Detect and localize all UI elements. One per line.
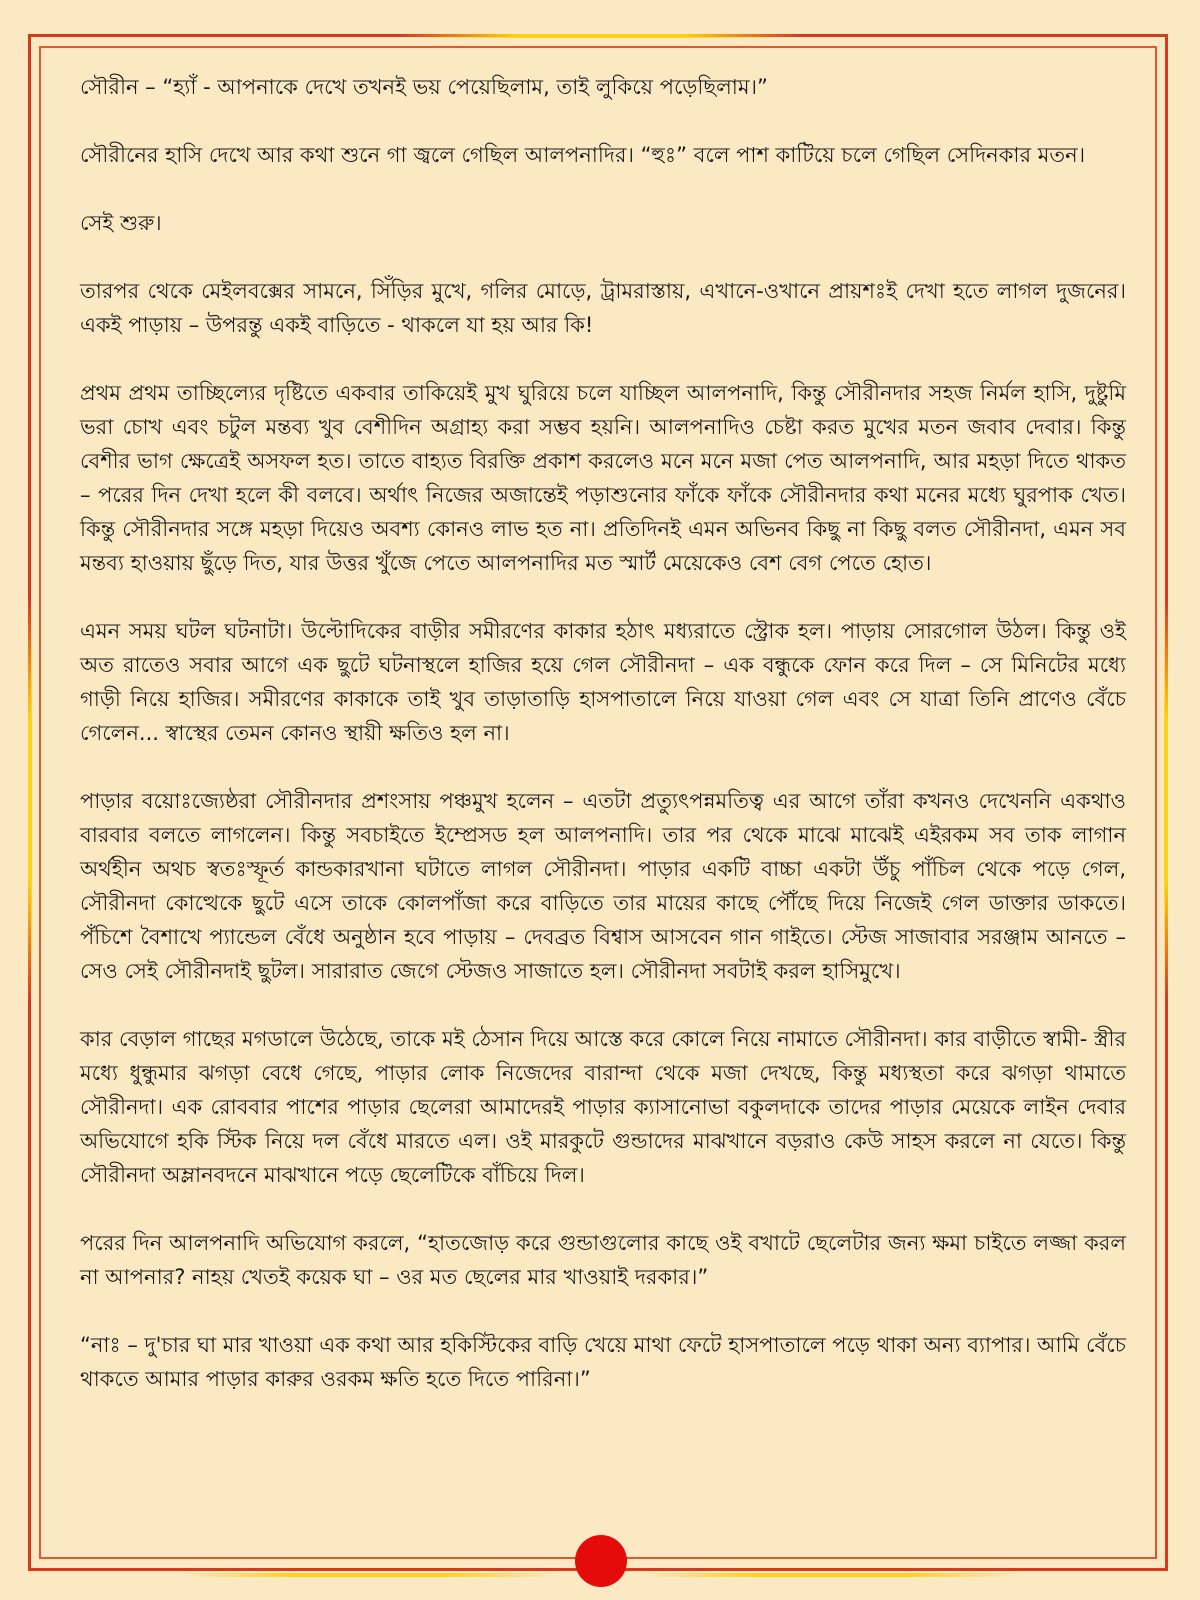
paragraph: এমন সময় ঘটল ঘটনাটা। উল্টোদিকের বাড়ীর সমীরণের কাকার হঠাৎ মধ্যরাতে স্ট্রোক হল। পাড়ায় সোরগোল উঠল। কিন্তু ওই অত রাতেও সবার আগে এক ছুটে ঘটনাস্থলে হাজির হয়ে গেল সৌরীনদা – এক বন্ধুকে ফোন করে দিল – সে মিনিটের মধ্যে গাড়ী নিয়ে হাজির। সমীরণের কাকাকে তাই খুব তাড়াতাড়ি হাসপাতালে নিয়ে যাওয়া গেল এবং সে যাত্রা তিনি প্রাণেও বেঁচে গেলেন... স্বাস্থের তেমন কোনও স্থায়ী ক্ষতিও হল না। — [80, 619, 1126, 745]
gold-accent-bottom-left — [180, 1573, 560, 1577]
gold-accent-right — [1164, 600, 1168, 1000]
story-body — [80, 70, 1126, 1430]
gold-accent-bottom-right — [640, 1573, 1020, 1577]
gold-accent-top — [400, 34, 800, 38]
paragraph: প্রথম প্রথম তাচ্ছিল্যের দৃষ্টিতে একবার তাকিয়েই মুখ ঘুরিয়ে চলে যাচ্ছিল আলপনাদি, কিন্তু সৌরীনদার সহজ নির্মল হাসি, দুষ্টুমি ভরা চোখ এবং চটুল মন্তব্য খুব বেশীদিন অগ্রাহ্য করা সম্ভব হয়নি। আলপনাদিও চেষ্টা করত মুখের মতন জবাব দেবার। কিন্তু বেশীর ভাগ ক্ষেত্রেই অসফল হত। তাতে বাহ্যত বিরক্তি প্রকাশ করলেও মনে মনে মজা পেত আলপনাদি, আর মহড়া দিতে থাকত – পরের দিন দেখা হলে কী বলবে। অর্থাৎ নিজের অজান্তেই পড়াশুনোর ফাঁকে ফাঁকে সৌরীনদার কথা মনের মধ্যে ঘুরপাক খেত। কিন্তু সৌরীনদার সঙ্গে মহড়া দিয়েও অবশ্য কোনও লাভ হত না। প্রতিদিনই এমন অভিনব কিছু না কিছু বলত সৌরীনদা, এমন সব মন্তব্য হাওয়ায় ছুঁড়ে দিত, যার উত্তর খুঁজে পেতে আলপনাদির মত স্মার্ট মেয়েকেও বেশ বেগ পেতে হোত। — [80, 381, 1126, 575]
paragraph: তারপর থেকে মেইলবক্সের সামনে, সিঁড়ির মুখে, গলির মোড়ে, ট্রামরাস্তায়, এখানে-ওখানে প্রায়শঃই দেখা হতে লাগল দুজনের। একই পাড়ায় – উপরন্তু একই বাড়িতে - থাকলে যা হয় আর কি! — [80, 279, 1126, 337]
page-ornament-dot — [575, 1535, 627, 1587]
paragraph: কার বেড়াল গাছের মগডালে উঠেছে, তাকে মই ঠেসান দিয়ে আস্তে করে কোলে নিয়ে নামাতে সৌরীনদা। কার বাড়ীতে স্বামী- স্ত্রীর মধ্যে ধুন্ধুমার ঝগড়া বেধে গেছে, পাড়ার লোক নিজেদের বারান্দা থেকে মজা দেখছে, কিন্তু মধ্যস্থতা করে ঝগড়া থামাতে সৌরীনদা। এক রোববার পাশের পাড়ার ছেলেরা আমাদেরই পাড়ার ক্যাসানোভা বকুলদাকে তাদের পাড়ার মেয়েকে লাইন দেবার অভিযোগে হকি স্টিক নিয়ে দল বেঁধে মারতে এল। ওই মারকুটে গুন্ডাদের মাঝখানে বড়রাও কেউ সাহস করলে না যেতে। কিন্তু সৌরীনদা অম্লানবদনে মাঝখানে পড়ে ছেলেটিকে বাঁচিয়ে দিল। — [80, 1027, 1126, 1187]
paragraph: সৌরীন – “হ্যাঁ - আপনাকে দেখে তখনই ভয় পেয়েছিলাম, তাই লুকিয়ে পড়েছিলাম।” — [80, 75, 768, 99]
paragraph: সৌরীনের হাসি দেখে আর কথা শুনে গা জ্বলে গেছিল আলপনাদির। “হুঃ” বলে পাশ কাটিয়ে চলে গেছিল সেদিনকার মতন। — [80, 143, 1086, 167]
paragraph: সেই শুরু। — [80, 211, 162, 235]
gold-accent-left — [28, 600, 32, 1000]
paragraph: “নাঃ – দু'চার ঘা মার খাওয়া এক কথা আর হকিস্টিকের বাড়ি খেয়ে মাথা ফেটে হাসপাতালে পড়ে থাকা অন্য ব্যাপার। আমি বেঁচে থাকতে আমার পাড়ার কারুর ওরকম ক্ষতি হতে দিতে পারিনা।” — [80, 1333, 1126, 1391]
paragraph: পাড়ার বয়োঃজ্যেষ্ঠরা সৌরীনদার প্রশংসায় পঞ্চমুখ হলেন – এতটা প্রত্যুৎপন্নমতিত্ব এর আগে তাঁরা কখনও দেখেননি একথাও বারবার বলতে লাগলেন। কিন্তু সবচাইতে ইম্প্রেসড হল আলপনাদি। তার পর থেকে মাঝে মাঝেই এইরকম সব তাক লাগান অর্থহীন অথচ স্বতঃস্ফূর্ত কান্ডকারখানা ঘটাতে লাগল সৌরীনদা। পাড়ার একটি বাচ্চা একটা উঁচু পাঁচিল থেকে পড়ে গেল, সৌরীনদা কোত্থেকে ছুটে এসে তাকে কোলপাঁজা করে বাড়িতে তার মায়ের কাছে পৌঁছে দিয়ে নিজেই গেল ডাক্তার ডাকতে। পঁচিশে বৈশাখে প্যান্ডেল বেঁধে অনুষ্ঠান হবে পাড়ায় – দেবব্রত বিশ্বাস আসবেন গান গাইতে। স্টেজ সাজাবার সরঞ্জাম আনতে – সেও সেই সৌরীনদাই ছুটল। সারারাত জেগে স্টেজও সাজাতে হল। সৌরীনদা সবটাই করল হাসিমুখে। — [80, 789, 1126, 983]
paragraph: পরের দিন আলপনাদি অভিযোগ করলে, “হাতজোড় করে গুন্ডাগুলোর কাছে ওই বখাটে ছেলেটার জন্য ক্ষমা চাইতে লজ্জা করল না আপনার? নাহয় খেতই কয়েক ঘা – ওর মত ছেলের মার খাওয়াই দরকার।” — [80, 1231, 1126, 1289]
